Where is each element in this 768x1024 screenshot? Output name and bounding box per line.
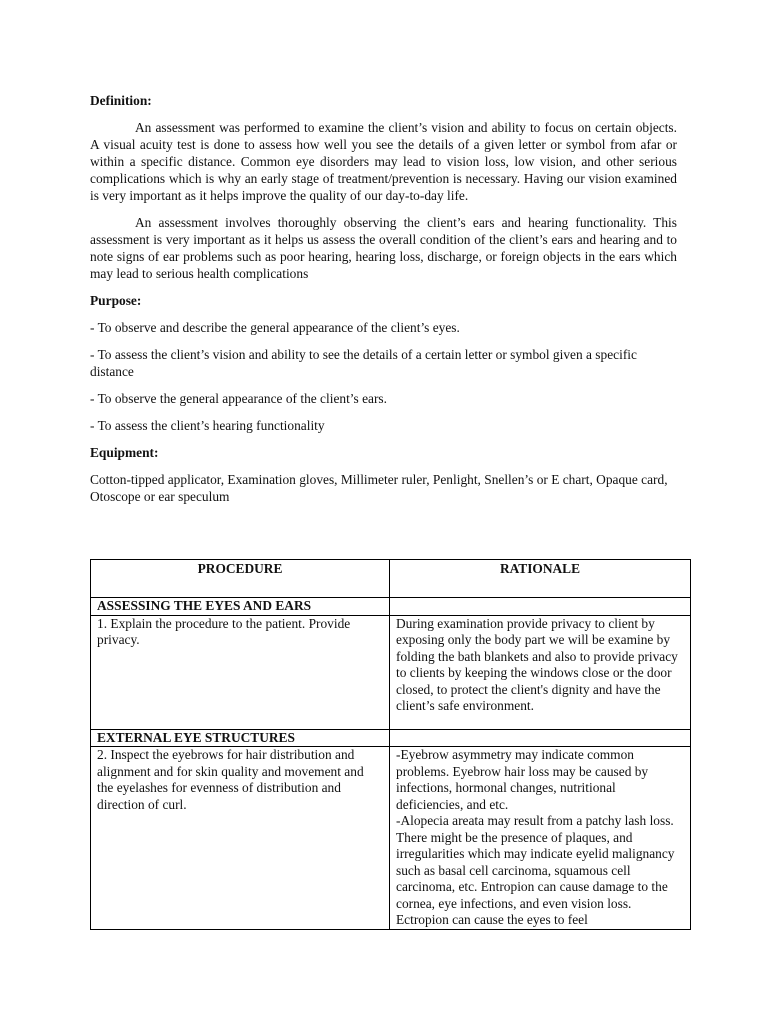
section-empty-cell [390,729,691,747]
rationale-column-header: RATIONALE [390,560,691,598]
table-row [91,747,691,930]
procedure-cell: 2. Inspect the eyebrows for hair distribution and alignment and for skin quality and movement and the eyelashes for evenness of distribution and direction of curl. [91,747,390,930]
purpose-item: - To assess the client’s hearing functionality [90,418,325,433]
table-row [91,615,691,729]
procedure-table [90,559,691,930]
equipment-heading: Equipment: [90,445,159,460]
rationale-cell [390,747,691,930]
section-row [91,598,691,616]
purpose-item: - To observe and describe the general appearance of the client’s eyes. [90,320,460,335]
definition-paragraph-eyes: An assessment was performed to examine the client’s vision and ability to focus on certain objects. A visual acuity test is done to assess how well you see the details of a given letter or symbol from afar or within a specific distance. Common eye disorders may lead to vision loss, low vision, and other serious complications which is why an early stage of treatment/prevention is necessary. Having our vision examined is very important as it helps improve the quality of our day-to-day life. [90,120,677,203]
section-title-external-eye-structures: EXTERNAL EYE STRUCTURES [91,729,390,747]
rationale-paragraph: -Alopecia areata may result from a patchy lash loss. There might be the presence of plaques, and irregularities which may indicate eyelid malignancy such as basal cell carcinoma, squamous cell carcinoma, etc. Entropion can cause damage to the cornea, eye infections, and even vision loss. Ectropion can cause the eyes to feel [396,813,675,927]
document-body [90,92,677,515]
procedure-cell: 1. Explain the procedure to the patient. Provide privacy. [91,615,390,729]
section-row [91,729,691,747]
definition-heading: Definition: [90,93,152,108]
section-empty-cell [390,598,691,616]
procedure-column-header: PROCEDURE [91,560,390,598]
rationale-cell: During examination provide privacy to client by exposing only the body part we will be examine by folding the bath blankets and also to provide privacy to clients by keeping the windows close or the door closed, to protect the client's dignity and have the client’s safe environment. [390,615,691,729]
section-title-eyes-and-ears: ASSESSING THE EYES AND EARS [91,598,390,616]
purpose-heading: Purpose: [90,293,142,308]
equipment-list: Cotton-tipped applicator, Examination gloves, Millimeter ruler, Penlight, Snellen’s or E chart, Opaque card, Otoscope or ear speculum [90,472,668,504]
purpose-item: - To assess the client’s vision and ability to see the details of a certain letter or symbol given a specific distance [90,347,637,379]
table-header-row [91,560,691,598]
purpose-item: - To observe the general appearance of the client’s ears. [90,391,387,406]
definition-paragraph-ears: An assessment involves thoroughly observing the client’s ears and hearing functionality. This assessment is very important as it helps us assess the overall condition of the client’s ears and hearing and to note signs of ear problems such as poor hearing, hearing loss, discharge, or foreign objects in the ears which may lead to serious health complications [90,215,677,281]
rationale-paragraph: -Eyebrow asymmetry may indicate common problems. Eyebrow hair loss may be caused by infections, hormonal changes, nutritional deficiencies, and etc. [396,747,649,812]
